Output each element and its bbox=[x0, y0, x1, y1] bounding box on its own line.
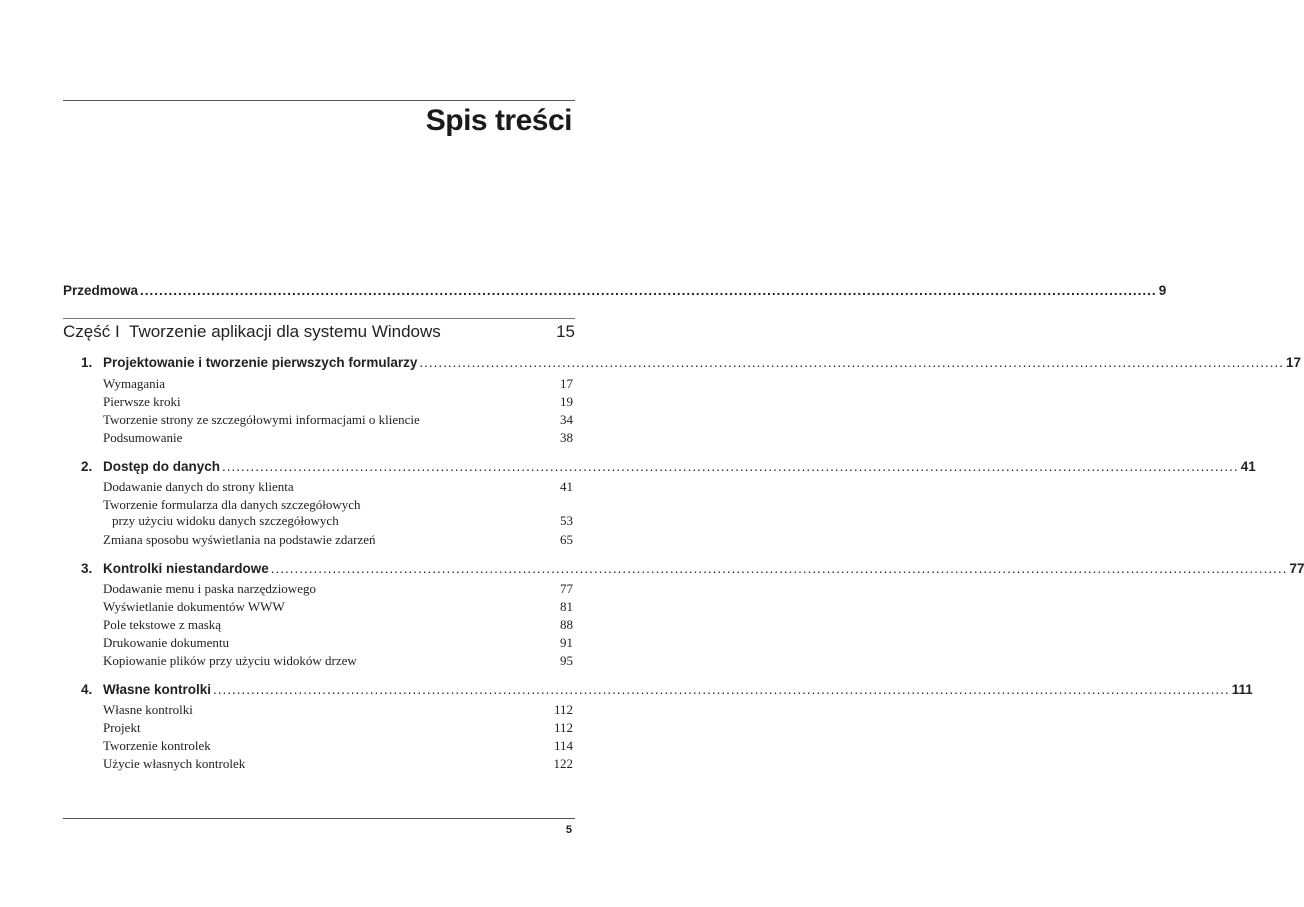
chapter-number: 1. bbox=[81, 355, 93, 370]
chapter-page: 77 bbox=[1289, 561, 1304, 576]
section-title: Dodawanie menu i paska narzędziowego bbox=[103, 581, 316, 596]
section-title: Pierwsze kroki bbox=[103, 394, 181, 409]
leader-dots: ...................................................................................................................................................................................................................... bbox=[270, 561, 1288, 576]
section-title: Projekt bbox=[103, 720, 141, 735]
section-title: Tworzenie kontrolek bbox=[103, 738, 211, 753]
preface-page: 9 bbox=[1158, 283, 1167, 298]
toc-section[interactable] bbox=[103, 653, 573, 669]
toc-section[interactable] bbox=[103, 479, 573, 495]
section-page: 65 bbox=[560, 532, 573, 547]
section-title-continuation: przy użyciu widoku danych szczegółowych bbox=[112, 513, 339, 528]
section-title: Zmiana sposobu wyświetlania na podstawie zdarzeń bbox=[103, 532, 376, 547]
page-title: Spis treści bbox=[425, 104, 572, 137]
chapter-title: Własne kontrolki bbox=[103, 682, 212, 697]
section-title: Wymagania bbox=[103, 376, 166, 391]
chapter-number: 4. bbox=[81, 682, 93, 697]
toc-section[interactable] bbox=[103, 394, 573, 410]
chapter-page: 111 bbox=[1231, 682, 1253, 697]
leader-dots: ...................................................................................................................................................................................................................... bbox=[213, 682, 1230, 697]
section-title: Podsumowanie bbox=[103, 430, 183, 445]
toc-chapter-2[interactable] bbox=[81, 459, 1256, 474]
leader-dots: ...................................................................................................................................................................................... bbox=[419, 355, 1284, 370]
toc-section[interactable] bbox=[103, 412, 573, 428]
toc-section[interactable] bbox=[103, 720, 573, 736]
section-page: 77 bbox=[560, 581, 573, 596]
section-title: Wyświetlanie dokumentów WWW bbox=[103, 599, 285, 614]
part-rule bbox=[63, 318, 575, 319]
toc-entry-preface[interactable] bbox=[63, 283, 1167, 298]
toc-section[interactable] bbox=[103, 581, 573, 597]
toc-section[interactable] bbox=[103, 738, 573, 754]
section-title: Własne kontrolki bbox=[103, 702, 193, 717]
leader-dots: ...................................................................................................................................................................................................................... bbox=[222, 459, 1239, 474]
section-title: Drukowanie dokumentu bbox=[103, 635, 230, 650]
toc-chapter-4[interactable] bbox=[81, 682, 1253, 697]
part-page: 15 bbox=[556, 322, 575, 341]
leader-dots: ...................................................................................................................................................................................................................... bbox=[140, 283, 1157, 298]
section-page: 19 bbox=[560, 394, 573, 409]
top-rule bbox=[63, 100, 575, 101]
section-title: Dodawanie danych do strony klienta bbox=[103, 479, 294, 494]
section-page: 122 bbox=[553, 756, 573, 771]
toc-part-1[interactable] bbox=[63, 322, 575, 342]
section-page: 81 bbox=[560, 599, 573, 614]
toc-section[interactable] bbox=[103, 617, 573, 633]
part-number: Część I bbox=[63, 322, 120, 341]
toc-section[interactable] bbox=[103, 599, 573, 615]
section-page: 38 bbox=[560, 430, 573, 445]
section-page: 17 bbox=[560, 376, 573, 391]
section-page: 91 bbox=[560, 635, 573, 650]
section-page: 88 bbox=[560, 617, 573, 632]
section-page: 114 bbox=[553, 738, 573, 753]
chapter-title: Dostęp do danych bbox=[103, 459, 221, 474]
section-page: 95 bbox=[560, 653, 573, 668]
section-page: 53 bbox=[560, 513, 573, 528]
preface-label: Przedmowa bbox=[63, 283, 139, 298]
section-title: Tworzenie strony ze szczegółowymi informacjami o kliencie bbox=[103, 412, 420, 427]
page-number: 5 bbox=[565, 824, 572, 836]
section-page: 112 bbox=[553, 702, 573, 717]
section-title: Pole tekstowe z maską bbox=[103, 617, 222, 632]
toc-section[interactable] bbox=[103, 376, 573, 392]
toc-chapter-1[interactable] bbox=[81, 355, 1302, 370]
toc-section[interactable] bbox=[103, 532, 573, 548]
chapter-number: 3. bbox=[81, 561, 93, 576]
toc-section[interactable] bbox=[103, 635, 573, 651]
section-page: 34 bbox=[560, 412, 573, 427]
chapter-page: 41 bbox=[1240, 459, 1256, 474]
toc-section[interactable] bbox=[103, 430, 573, 446]
toc-section[interactable] bbox=[103, 497, 573, 529]
toc-section[interactable] bbox=[103, 756, 573, 772]
bottom-rule bbox=[63, 818, 575, 819]
toc-section[interactable] bbox=[103, 702, 573, 718]
section-title: Kopiowanie plików przy użyciu widoków drzew bbox=[103, 653, 357, 668]
chapter-number: 2. bbox=[81, 459, 93, 474]
section-page: 112 bbox=[553, 720, 573, 735]
toc-chapter-3[interactable] bbox=[81, 561, 1304, 576]
chapter-title: Projektowanie i tworzenie pierwszych formularzy bbox=[103, 355, 418, 370]
chapter-page: 17 bbox=[1285, 355, 1302, 370]
section-page: 41 bbox=[560, 479, 573, 494]
chapter-title: Kontrolki niestandardowe bbox=[103, 561, 269, 576]
section-title: Użycie własnych kontrolek bbox=[103, 756, 246, 771]
section-title: Tworzenie formularza dla danych szczegółowych bbox=[103, 497, 361, 512]
part-name: Tworzenie aplikacji dla systemu Windows bbox=[129, 322, 441, 341]
